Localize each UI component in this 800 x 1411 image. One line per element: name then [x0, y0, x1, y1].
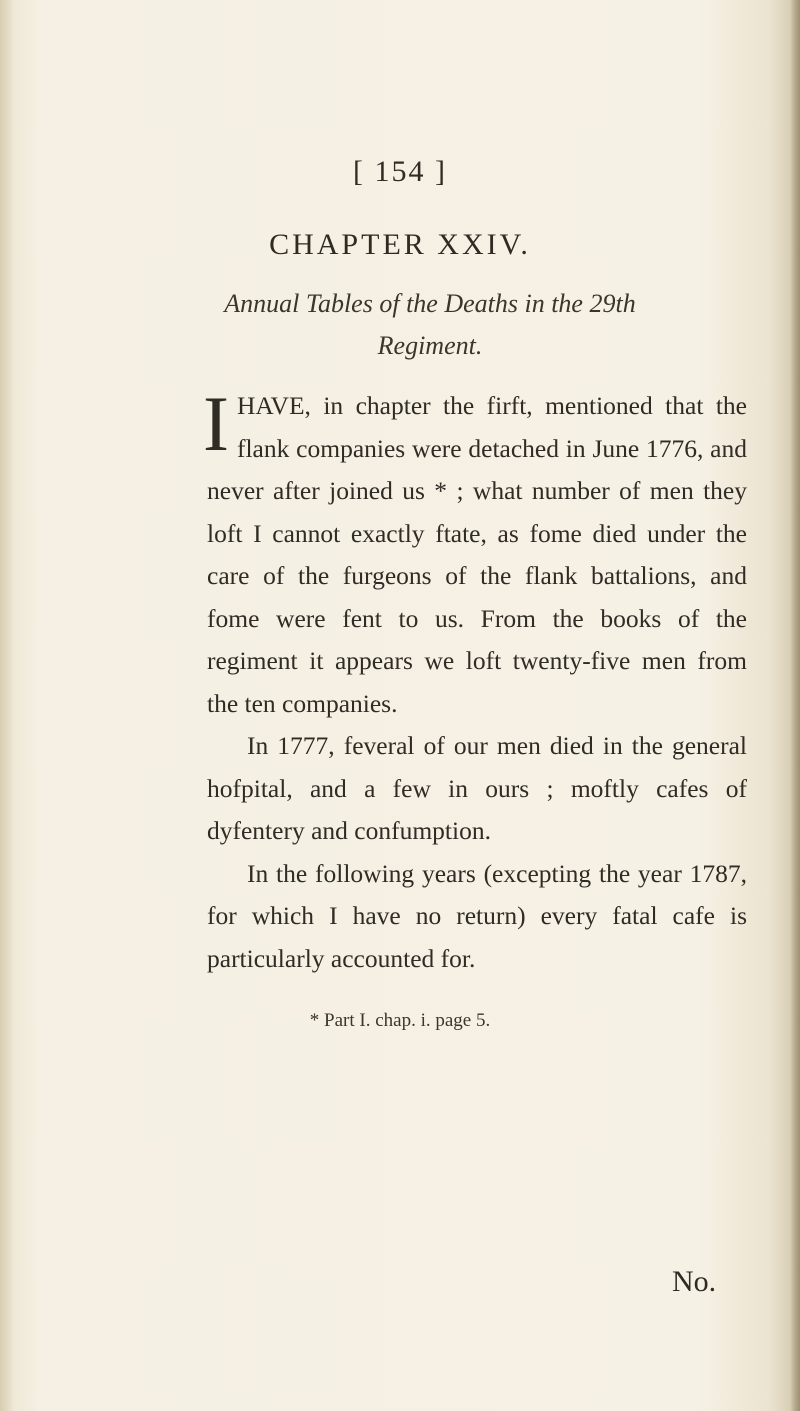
page-edge-shadow: [790, 0, 800, 1411]
footnote: * Part I. chap. i. page 5.: [309, 1010, 491, 1031]
subtitle-line-2: Regiment.: [377, 331, 483, 360]
chapter-subtitle: [130, 283, 730, 367]
paragraph-1-text: HAVE, in chapter the firft, mentioned that the flank companies were detached in June 1776, and never after joined us * ; what number of men they loft I cannot exactly ftate, as fome died under the care of the furgeons of the flank battalions, and fome were fent to us. From the books of the regiment it appears we loft twenty-five men from the ten companies.: [207, 391, 747, 718]
paragraph-2: In 1777, feveral of our men died in the general hofpital, and a few in ours ; moftly cafes of dyfentery and confumption.: [207, 731, 747, 845]
catchword: No.: [672, 1265, 717, 1298]
chapter-title: CHAPTER XXIV.: [269, 228, 531, 261]
subtitle-line-1: Annual Tables of the Deaths in the 29th: [224, 289, 636, 318]
paragraph-1: [203, 380, 747, 725]
page-number-header: [ 154 ]: [353, 155, 447, 188]
drop-cap: I: [203, 380, 229, 467]
paragraph-3: In the following years (excepting the year 1787, for which I have no return) every fatal cafe is particularly accounted for.: [207, 858, 747, 973]
page-gutter-shadow: [0, 0, 14, 1411]
body-text: [203, 380, 747, 980]
